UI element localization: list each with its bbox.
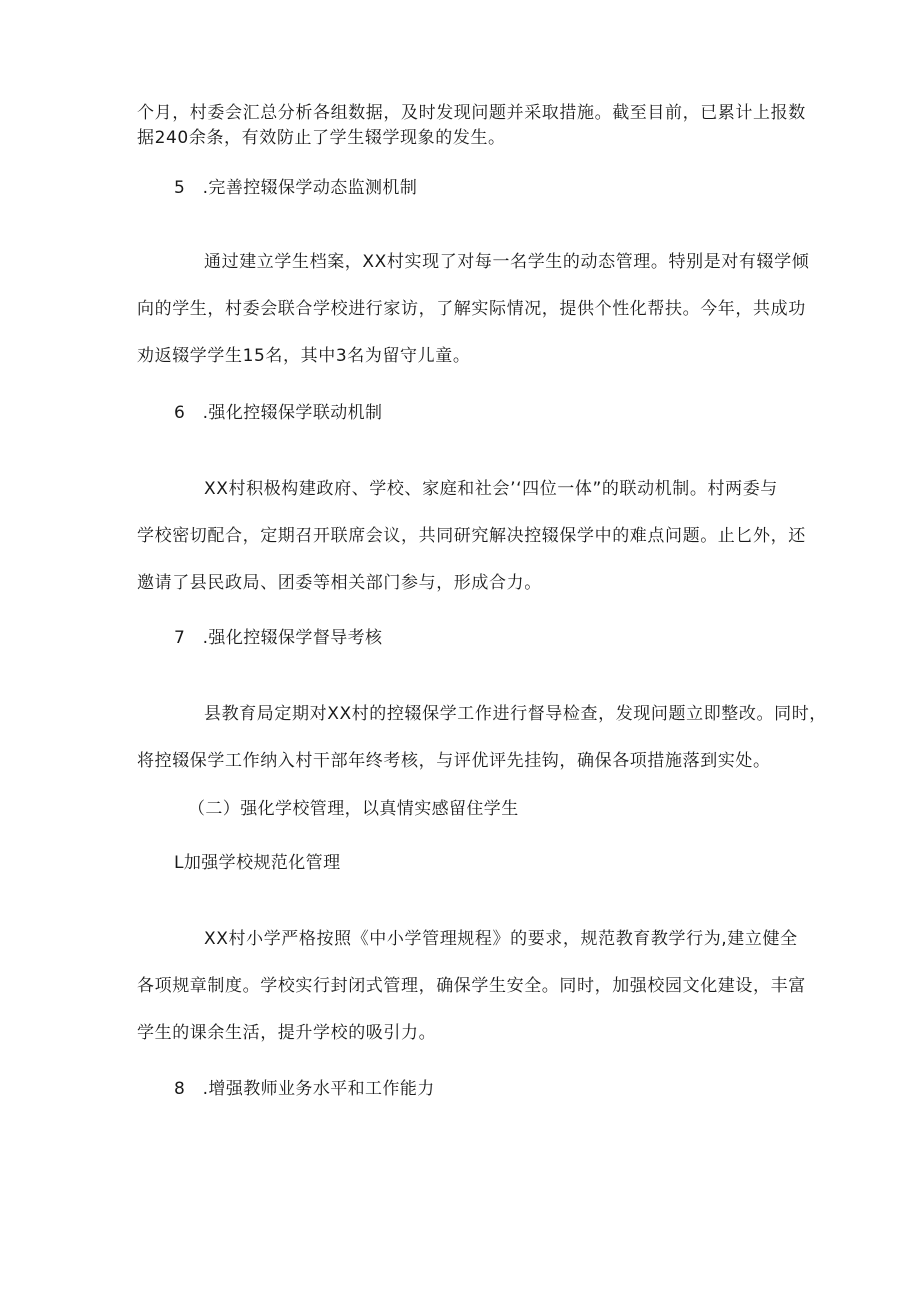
paragraph-line: XX村小学严格按照《中小学管理规程》的要求，规范教育教学行为,建立健全 <box>204 929 798 949</box>
paragraph-line: 县教育局定期对XX村的控辍保学工作进行督导检查，发现问题立即整改。同时， <box>204 704 827 724</box>
paragraph-line: 劝返辍学学生15名，其中3名为留守儿童。 <box>137 346 471 366</box>
paragraph-line: 邀请了县民政局、团委等相关部门参与，形成合力。 <box>137 573 542 593</box>
paragraph-line: 通过建立学生档案，XX村实现了对每一名学生的动态管理。特别是对有辍学倾 <box>204 252 810 272</box>
paragraph-line: 个月，村委会汇总分析各组数据，及时发现问题并采取措施。截至目前，已累计上报数 <box>137 103 806 123</box>
subsection-heading-1: L加强学校规范化管理 <box>174 853 341 873</box>
paragraph-line: 学生的课余生活，提升学校的吸引力。 <box>137 1023 437 1043</box>
paragraph-line: 各项规章制度。学校实行封闭式管理，确保学生安全。同时，加强校园文化建设，丰富 <box>137 976 806 996</box>
paragraph-line: 据240余条，有效防止了学生辍学现象的发生。 <box>137 128 506 148</box>
paragraph-line: 将控辍保学工作纳入村干部年终考核，与评优评先挂钩，确保各项措施落到实处。 <box>137 751 771 771</box>
section-heading-8: 8 .增强教师业务水平和工作能力 <box>174 1079 435 1099</box>
section-heading-6: 6 .强化控辍保学联动机制 <box>174 403 383 423</box>
section-heading-7: 7 .强化控辍保学督导考核 <box>174 628 383 648</box>
paragraph-line: XX村积极构建政府、学校、家庭和社会’‘四位一体”的联动机制。村两委与 <box>204 479 778 499</box>
paragraph-line: 学校密切配合，定期召开联席会议，共同研究解决控辍保学中的难点问题。止匕外，还 <box>137 526 806 546</box>
paragraph-line: 向的学生，村委会联合学校进行家访，了解实际情况，提供个性化帮扶。今年，共成功 <box>137 299 806 319</box>
section-heading-5: 5 .完善控辍保学动态监测机制 <box>174 178 418 198</box>
section-heading-2: （二）强化学校管理，以真情实感留住学生 <box>188 799 519 819</box>
